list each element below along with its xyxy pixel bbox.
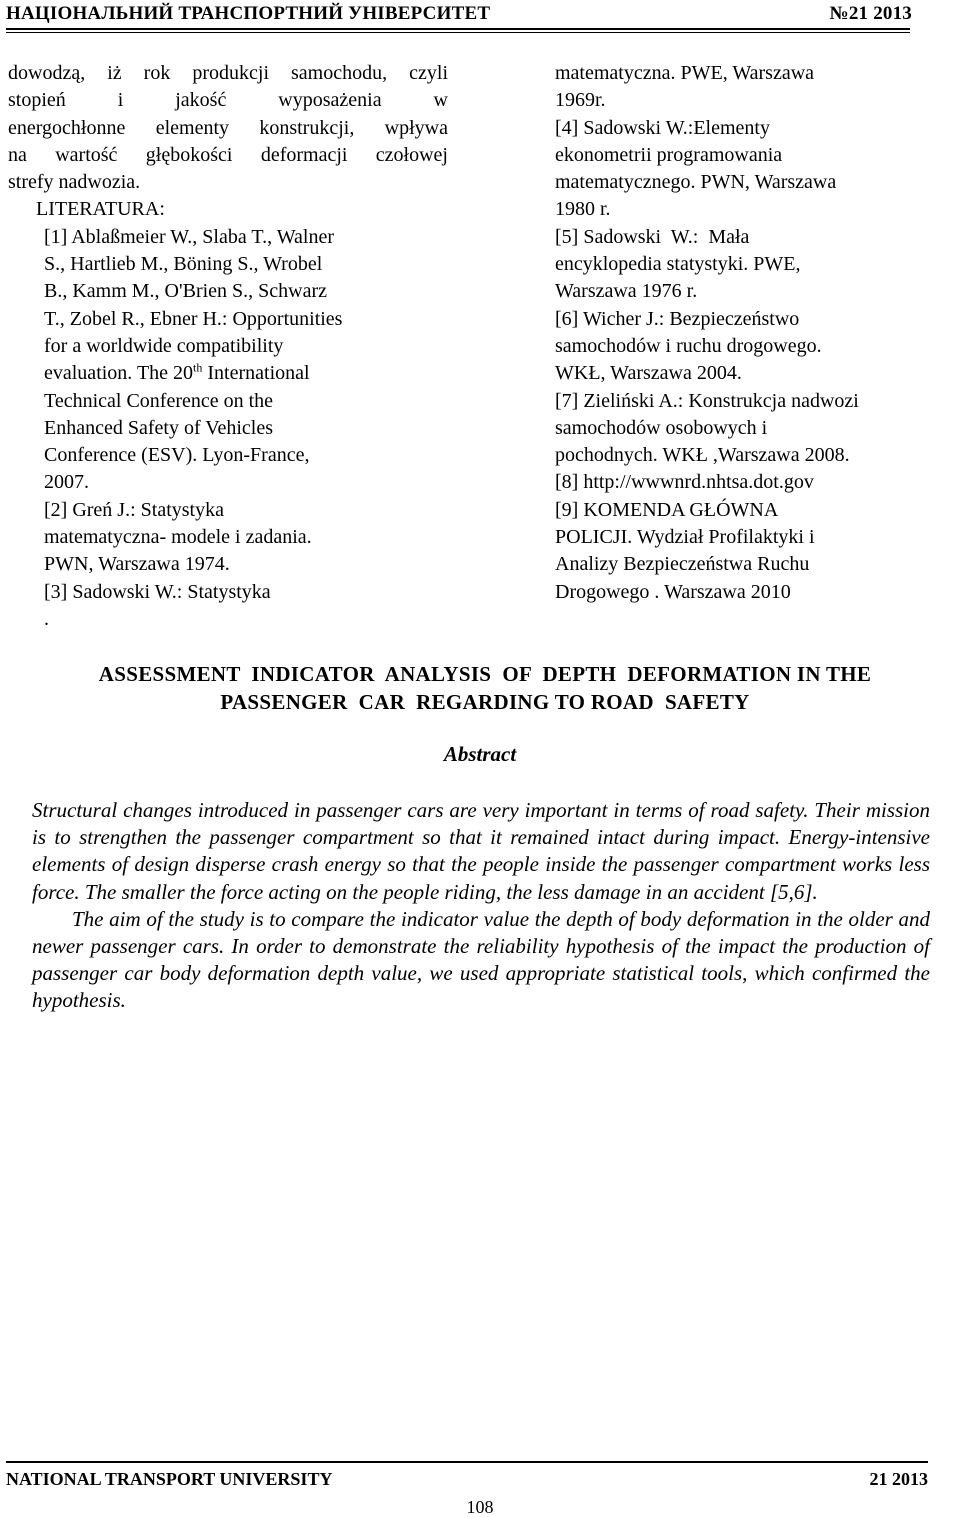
running-header: [6, 0, 910, 30]
body-line: dowodzą, iż rok produkcji samochodu, czyli: [8, 62, 448, 84]
body-line: energochłonne elementy konstrukcji, wpływa: [8, 116, 448, 139]
body-line: na wartość głębokości deformacji czołowej: [8, 143, 448, 166]
reference-line: [6] Wicher J.: Bezpieczeństwo: [555, 307, 800, 330]
abstract-heading: Abstract: [443, 742, 517, 766]
reference-line: matematyczna. PWE, Warszawa: [555, 62, 815, 84]
reference-line: encyklopedia statystyki. PWE,: [555, 253, 801, 276]
reference-line: Enhanced Safety of Vehicles: [44, 416, 273, 439]
reference-line: [9] KOMENDA GŁÓWNA: [555, 498, 779, 521]
reference-line: Technical Conference on the: [44, 389, 274, 412]
reference-line: .: [44, 607, 49, 630]
reference-line: B., Kamm M., O'Brien S., Schwarz: [44, 280, 328, 303]
reference-line: 1980 r.: [555, 198, 611, 221]
body-line: strefy nadwozia.: [8, 171, 141, 194]
reference-line: Analizy Bezpieczeństwa Ruchu: [555, 553, 810, 576]
abstract-paragraph: The aim of the study is to compare the indicator value the depth of body deformation in the older and newer passenger cars. In order to demonstrate the reliability hypothesis of the impact the production of passenger car body deformation depth value, we used appropriate statistical tools, which confirmed the hypothesis.: [32, 906, 930, 1013]
reference-line: [8, 360, 448, 387]
paper-title: [40, 660, 930, 716]
reference-line: 1969r.: [555, 89, 606, 112]
reference-line: for a worldwide compatibility: [44, 334, 284, 357]
body-line: stopień i jakość wyposażenia w: [8, 89, 448, 112]
reference-line: [5] Sadowski W.: Mała: [555, 225, 750, 248]
reference-line: POLICJI. Wydział Profilaktyki i: [555, 526, 815, 549]
reference-line: PWN, Warszawa 1974.: [44, 553, 230, 576]
reference-line: 2007.: [44, 471, 89, 494]
header-issue: №21 2013: [829, 3, 912, 24]
reference-line: matematycznego. PWN, Warszawa: [555, 171, 837, 194]
reference-text: International: [202, 362, 310, 385]
reference-line: samochodów osobowych i: [555, 416, 768, 439]
reference-line: Drogowego . Warszawa 2010: [555, 580, 791, 603]
reference-line: ekonometrii programowania: [555, 143, 783, 166]
reference-line: Warszawa 1976 r.: [555, 280, 698, 303]
reference-line: WKŁ, Warszawa 2004.: [555, 362, 742, 385]
reference-line: Conference (ESV). Lyon-France,: [44, 444, 310, 467]
left-column: [8, 60, 448, 633]
reference-line: [8] http://wwwnrd.nhtsa.dot.gov: [555, 471, 814, 494]
header-title: НАЦІОНАЛЬНИЙ ТРАНСПОРТНИЙ УНІВЕРСИТЕТ: [6, 3, 491, 24]
right-column: [555, 60, 930, 606]
header-divider: [6, 32, 910, 33]
reference-line: [1] Ablaßmeier W., Slaba T., Walner: [44, 225, 334, 248]
abstract-paragraph: Structural changes introduced in passenger cars are very important in terms of road safety. Their mission is to strengthen the passenger compartment so that it remained intact during impact. Energy-intensive elements of design disperse crash energy so that the people inside the passenger compartment works less force. The smaller the force acting on the people riding, the less damage in an accident [5,6].: [32, 798, 930, 904]
reference-line: samochodów i ruchu drogowego.: [555, 334, 822, 357]
reference-text: evaluation. The 20: [44, 362, 194, 385]
page-number: 108: [466, 1497, 494, 1517]
reference-line: [4] Sadowski W.:Elementy: [555, 116, 770, 139]
reference-line: [2] Greń J.: Statystyka: [44, 498, 224, 521]
reference-line: matematyczna- modele i zadania.: [44, 526, 312, 549]
reference-line: [7] Zieliński A.: Konstrukcja nadwozi: [555, 389, 859, 412]
title-line: ASSESSMENT INDICATOR ANALYSIS OF DEPTH DEFORMATION IN THE: [98, 662, 872, 686]
reference-line: [3] Sadowski W.: Statystyka: [44, 580, 271, 603]
reference-line: T., Zobel R., Ebner H.: Opportunities: [44, 307, 343, 330]
running-footer: [6, 1461, 928, 1490]
title-line: PASSENGER CAR REGARDING TO ROAD SAFETY: [220, 690, 750, 714]
ordinal-superscript: th: [193, 360, 203, 375]
footer-university: NATIONAL TRANSPORT UNIVERSITY: [6, 1469, 333, 1489]
abstract-body: [32, 797, 930, 1015]
literature-heading: LITERATURA:: [36, 198, 165, 221]
reference-line: pochodnych. WKŁ ,Warszawa 2008.: [555, 444, 850, 467]
reference-line: S., Hartlieb M., Böning S., Wrobel: [44, 253, 323, 276]
footer-issue: 21 2013: [869, 1469, 928, 1489]
